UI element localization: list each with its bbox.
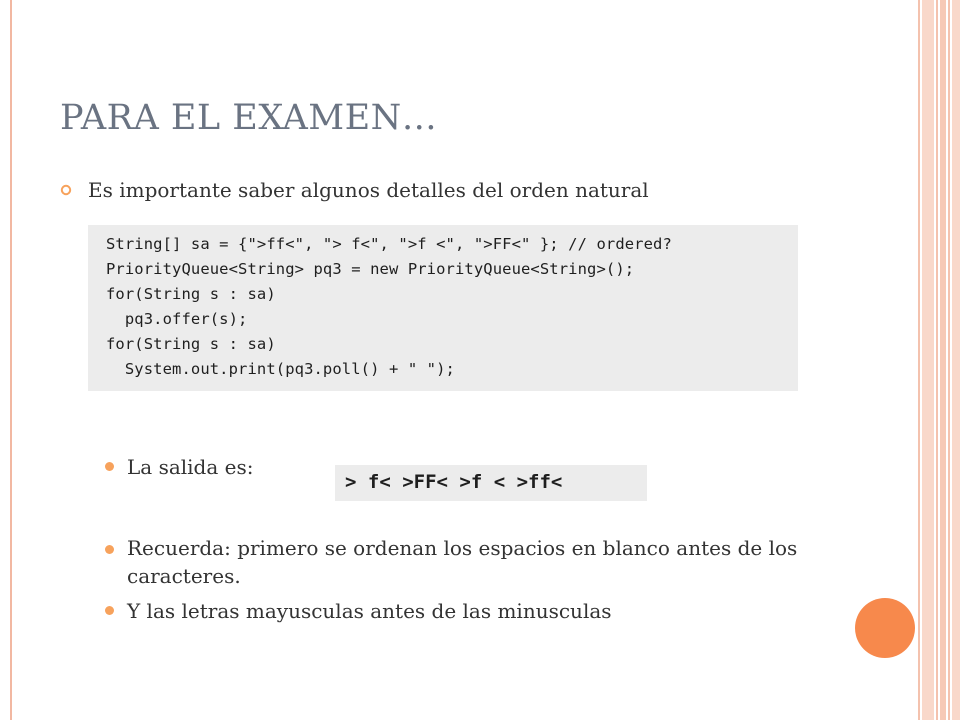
bullet-dot-icon (105, 545, 114, 554)
code-line: PriorityQueue<String> pq3 = new PriorityQueue<String>(); (106, 260, 635, 278)
code-line: String[] sa = {">ff<", "> f<", ">f <", ">FF<" }; // ordered? (106, 235, 672, 253)
main-bullet-text: Es importante saber algunos detalles del orden natural (88, 178, 649, 202)
sub-bullet-output-label: La salida es: (127, 455, 254, 479)
code-line: pq3.offer(s); (106, 310, 248, 328)
sub-bullet-uppercase: Y las letras mayusculas antes de las minusculas (127, 599, 612, 623)
code-line: for(String s : sa) (106, 335, 276, 353)
ring-bullet-icon (60, 184, 72, 196)
left-border-line (10, 0, 12, 720)
slide-title: PARA EL EXAMEN… (60, 98, 438, 138)
code-line: for(String s : sa) (106, 285, 276, 303)
code-snippet (88, 225, 798, 391)
bullet-dot-icon (105, 606, 114, 615)
right-decorative-stripes (918, 0, 960, 720)
bullet-dot-icon (105, 462, 114, 471)
output-snippet (335, 465, 647, 501)
code-line: System.out.print(pq3.poll() + " "); (106, 360, 455, 378)
output-text: > f< >FF< >f < >ff< (345, 471, 563, 493)
decorative-orange-circle (855, 598, 915, 658)
sub-bullet-reminder: Recuerda: primero se ordenan los espacios en blanco antes de los caracteres. (127, 536, 798, 588)
